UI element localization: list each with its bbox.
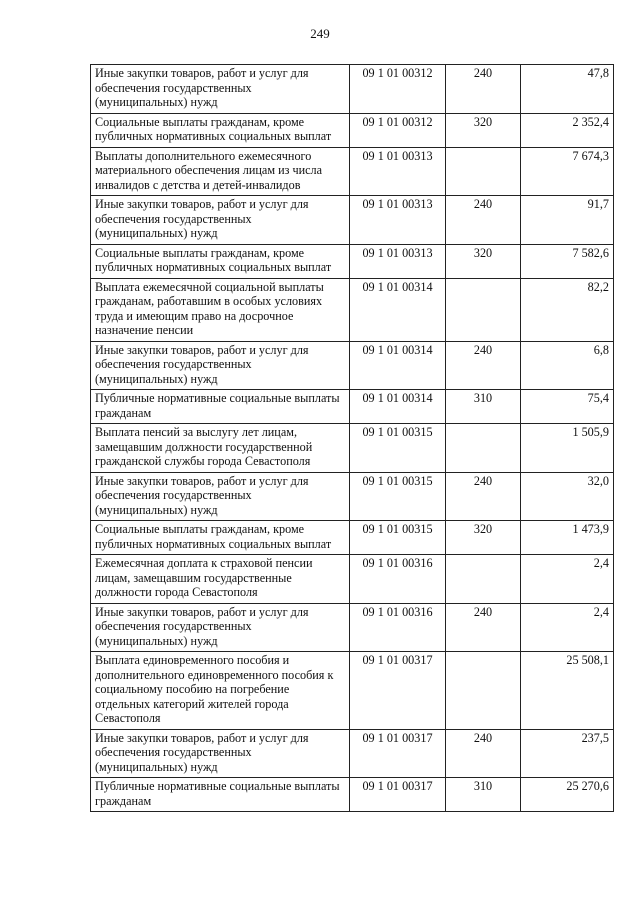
- expense-name-cell: Выплаты дополнительного ежемесячного материального обеспечения лицам из числа инвалидов с детства и детей-инвалидов: [91, 147, 350, 196]
- expense-type-cell: [446, 278, 521, 341]
- amount-cell: 75,4: [521, 390, 614, 424]
- expense-name-cell: Иные закупки товаров, работ и услуг для обеспечения государственных (муниципальных) нужд: [91, 341, 350, 390]
- expense-name-cell: Публичные нормативные социальные выплаты гражданам: [91, 390, 350, 424]
- table-row: [91, 65, 614, 114]
- expense-type-cell: 240: [446, 341, 521, 390]
- target-code-cell: 09 1 01 00313: [350, 147, 446, 196]
- table-row: [91, 472, 614, 521]
- table-row: [91, 278, 614, 341]
- budget-table: [90, 64, 614, 812]
- page-number: 249: [310, 26, 330, 41]
- amount-cell: 2,4: [521, 555, 614, 604]
- expense-name-cell: Иные закупки товаров, работ и услуг для обеспечения государственных (муниципальных) нужд: [91, 729, 350, 778]
- target-code-cell: 09 1 01 00314: [350, 278, 446, 341]
- table-row: [91, 521, 614, 555]
- expense-name-cell: Социальные выплаты гражданам, кроме публичных нормативных социальных выплат: [91, 113, 350, 147]
- expense-type-cell: [446, 652, 521, 730]
- expense-type-cell: [446, 555, 521, 604]
- target-code-cell: 09 1 01 00312: [350, 113, 446, 147]
- target-code-cell: 09 1 01 00313: [350, 244, 446, 278]
- expense-type-cell: [446, 424, 521, 473]
- expense-name-cell: Иные закупки товаров, работ и услуг для обеспечения государственных (муниципальных) нужд: [91, 603, 350, 652]
- expense-type-cell: 310: [446, 778, 521, 812]
- table-row: [91, 652, 614, 730]
- expense-name-cell: Ежемесячная доплата к страховой пенсии лицам, замещавшим государственные должности города Севастополя: [91, 555, 350, 604]
- expense-type-cell: 240: [446, 472, 521, 521]
- expense-type-cell: 320: [446, 521, 521, 555]
- expense-type-cell: 240: [446, 603, 521, 652]
- amount-cell: 2 352,4: [521, 113, 614, 147]
- table-row: [91, 147, 614, 196]
- amount-cell: 7 674,3: [521, 147, 614, 196]
- amount-cell: 47,8: [521, 65, 614, 114]
- table-row: [91, 603, 614, 652]
- expense-name-cell: Иные закупки товаров, работ и услуг для обеспечения государственных (муниципальных) нужд: [91, 472, 350, 521]
- target-code-cell: 09 1 01 00315: [350, 472, 446, 521]
- expense-type-cell: 320: [446, 113, 521, 147]
- amount-cell: 2,4: [521, 603, 614, 652]
- table-row: [91, 196, 614, 245]
- target-code-cell: 09 1 01 00317: [350, 778, 446, 812]
- expense-type-cell: 240: [446, 65, 521, 114]
- amount-cell: 7 582,6: [521, 244, 614, 278]
- target-code-cell: 09 1 01 00316: [350, 603, 446, 652]
- target-code-cell: 09 1 01 00317: [350, 652, 446, 730]
- amount-cell: 32,0: [521, 472, 614, 521]
- expense-name-cell: Социальные выплаты гражданам, кроме публичных нормативных социальных выплат: [91, 244, 350, 278]
- expense-name-cell: Выплата единовременного пособия и дополнительного единовременного пособия к социальному пособию на погребение отдельных категорий жителей города Севастополя: [91, 652, 350, 730]
- expense-type-cell: [446, 147, 521, 196]
- table-row: [91, 390, 614, 424]
- table-row: [91, 778, 614, 812]
- expense-type-cell: 310: [446, 390, 521, 424]
- table-row: [91, 113, 614, 147]
- expense-type-cell: 240: [446, 729, 521, 778]
- expense-name-cell: Публичные нормативные социальные выплаты гражданам: [91, 778, 350, 812]
- target-code-cell: 09 1 01 00316: [350, 555, 446, 604]
- amount-cell: 6,8: [521, 341, 614, 390]
- amount-cell: 25 270,6: [521, 778, 614, 812]
- table-row: [91, 341, 614, 390]
- expense-type-cell: 240: [446, 196, 521, 245]
- target-code-cell: 09 1 01 00312: [350, 65, 446, 114]
- amount-cell: 237,5: [521, 729, 614, 778]
- expense-name-cell: Социальные выплаты гражданам, кроме публичных нормативных социальных выплат: [91, 521, 350, 555]
- table-row: [91, 424, 614, 473]
- expense-type-cell: 320: [446, 244, 521, 278]
- expense-name-cell: Выплата пенсий за выслугу лет лицам, замещавшим должности государственной гражданской службы города Севастополя: [91, 424, 350, 473]
- target-code-cell: 09 1 01 00315: [350, 424, 446, 473]
- amount-cell: 1 473,9: [521, 521, 614, 555]
- amount-cell: 91,7: [521, 196, 614, 245]
- table-row: [91, 729, 614, 778]
- target-code-cell: 09 1 01 00317: [350, 729, 446, 778]
- expense-name-cell: Выплата ежемесячной социальной выплаты гражданам, работавшим в особых условиях труда и имеющим право на досрочное назначение пенсии: [91, 278, 350, 341]
- expense-name-cell: Иные закупки товаров, работ и услуг для обеспечения государственных (муниципальных) нужд: [91, 196, 350, 245]
- table-row: [91, 244, 614, 278]
- target-code-cell: 09 1 01 00313: [350, 196, 446, 245]
- budget-table-body: [91, 65, 614, 812]
- target-code-cell: 09 1 01 00315: [350, 521, 446, 555]
- target-code-cell: 09 1 01 00314: [350, 390, 446, 424]
- amount-cell: 82,2: [521, 278, 614, 341]
- expense-name-cell: Иные закупки товаров, работ и услуг для обеспечения государственных (муниципальных) нужд: [91, 65, 350, 114]
- amount-cell: 25 508,1: [521, 652, 614, 730]
- table-row: [91, 555, 614, 604]
- target-code-cell: 09 1 01 00314: [350, 341, 446, 390]
- amount-cell: 1 505,9: [521, 424, 614, 473]
